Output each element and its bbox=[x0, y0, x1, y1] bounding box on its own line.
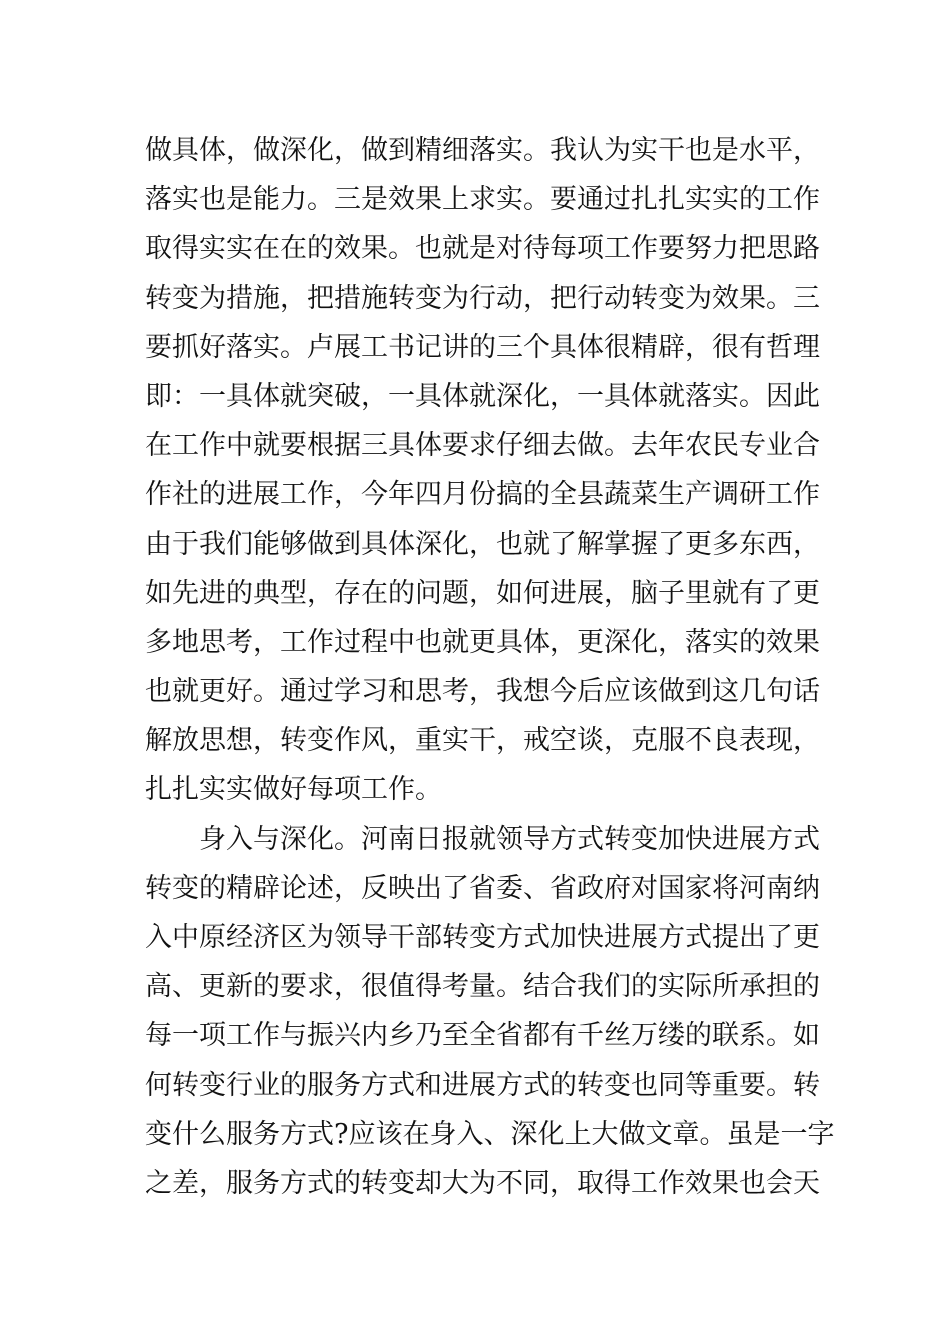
text-line: 做具体，做深化，做到精细落实。我认为实干也是水平， bbox=[145, 135, 820, 166]
text-line: 也就更好。通过学习和思考，我想今后应该做到这几句话 bbox=[145, 676, 820, 708]
text-line: 转变的精辟论述，反映出了省委、省政府对国家将河南纳 bbox=[145, 872, 820, 904]
text-line: 转变为措施，把措施转变为行动，把行动转变为效果。三 bbox=[145, 282, 820, 314]
text-line: 作社的进展工作，今年四月份搞的全县蔬菜生产调研工作 bbox=[145, 479, 820, 511]
text-line: 取得实实在在的效果。也就是对待每项工作要努力把思路 bbox=[145, 233, 820, 265]
paragraph-1 bbox=[145, 126, 820, 815]
text-line: 如先进的典型，存在的问题，如何进展，脑子里就有了更 bbox=[145, 577, 820, 609]
text-line: 即：一具体就突破，一具体就深化，一具体就落实。因此 bbox=[145, 380, 820, 412]
text-line: 变什么服务方式?应该在身入、深化上大做文章。虽是一字 bbox=[145, 1118, 835, 1150]
text-line: 落实也是能力。三是效果上求实。要通过扎扎实实的工作 bbox=[145, 184, 820, 216]
paragraph-2 bbox=[145, 815, 835, 1209]
text-line: 每一项工作与振兴内乡乃至全省都有千丝万缕的联系。如 bbox=[145, 1020, 820, 1052]
text-line: 多地思考，工作过程中也就更具体，更深化，落实的效果 bbox=[145, 626, 820, 658]
text-line: 要抓好落实。卢展工书记讲的三个具体很精辟，很有哲理 bbox=[145, 331, 820, 363]
text-line: 何转变行业的服务方式和进展方式的转变也同等重要。转 bbox=[145, 1069, 820, 1101]
text-line: 解放思想，转变作风，重实干，戒空谈，克服不良表现， bbox=[145, 725, 820, 757]
text-line: 身入与深化。河南日报就领导方式转变加快进展方式 bbox=[199, 823, 820, 855]
text-line: 在工作中就要根据三具体要求仔细去做。去年农民专业合 bbox=[145, 430, 820, 462]
text-line: 之差，服务方式的转变却大为不同，取得工作效果也会天 bbox=[145, 1167, 820, 1199]
text-line: 入中原经济区为领导干部转变方式加快进展方式提出了更 bbox=[145, 922, 820, 953]
text-line: 由于我们能够做到具体深化，也就了解掌握了更多东西， bbox=[145, 528, 820, 560]
document-body bbox=[145, 126, 835, 1208]
text-line: 扎扎实实做好每项工作。 bbox=[145, 774, 442, 806]
text-line: 高、更新的要求，很值得考量。结合我们的实际所承担的 bbox=[145, 971, 820, 1003]
